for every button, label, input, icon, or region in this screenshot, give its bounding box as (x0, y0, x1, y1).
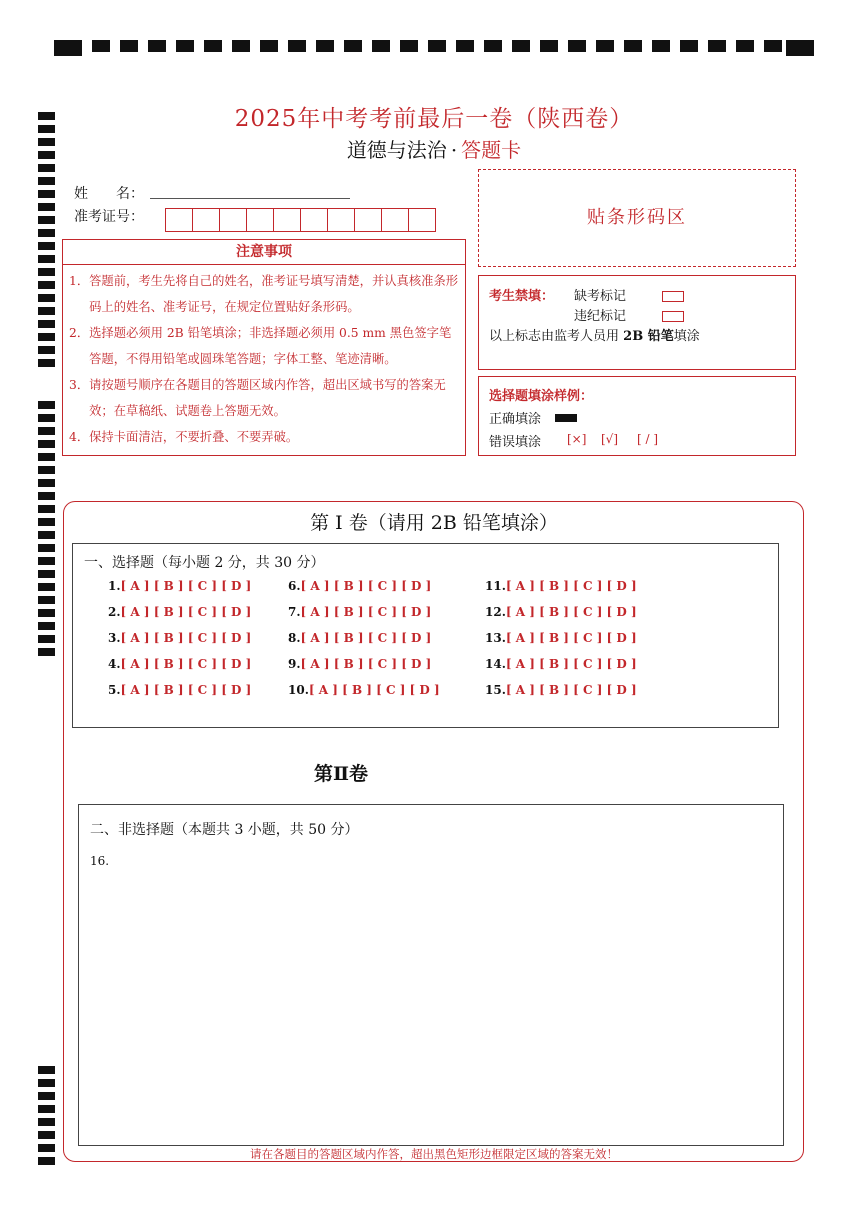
timing-mark (512, 40, 530, 52)
option-bubbles[interactable]: [ A ] [ B ] [ C ] [ D ] (300, 631, 432, 645)
exam-id-digit-box[interactable] (300, 208, 328, 232)
top-timing-marks (54, 40, 814, 56)
question-1-options[interactable] (108, 579, 251, 593)
timing-mark (624, 40, 642, 52)
timing-mark (38, 307, 55, 315)
notice-title: 注意事项 (63, 240, 465, 265)
question-number: 4. (108, 657, 121, 671)
open-answer-box[interactable] (78, 804, 784, 1146)
exam-id-digit-box[interactable] (165, 208, 193, 232)
timing-mark (38, 648, 55, 656)
volume-one-heading: 第 I 卷（请用 2B 铅笔填涂） (310, 512, 558, 534)
timing-mark (120, 40, 138, 52)
question-number: 3. (108, 631, 121, 645)
exam-id-boxes[interactable] (166, 208, 436, 232)
timing-mark (400, 40, 418, 52)
question-number: 6. (288, 579, 301, 593)
question-6-options[interactable] (288, 579, 431, 593)
question-11-options[interactable] (485, 579, 637, 593)
card-label: 答题卡 (461, 138, 522, 162)
timing-mark (38, 229, 55, 237)
timing-mark (38, 414, 55, 422)
timing-mark (708, 40, 726, 52)
question-7-options[interactable] (288, 605, 431, 619)
option-bubbles[interactable]: [ A ] [ B ] [ C ] [ D ] (300, 657, 432, 671)
exam-id-digit-box[interactable] (219, 208, 247, 232)
timing-mark (456, 40, 474, 52)
question-16-label: 16. (90, 854, 110, 868)
timing-mark (38, 609, 55, 617)
option-bubbles[interactable]: [ A ] [ B ] [ C ] [ D ] (505, 657, 637, 671)
timing-mark (38, 401, 55, 409)
footer-warning: 请在各题目的答题区域内作答，超出黑色矩形边框限定区域的答案无效！ (250, 1147, 618, 1161)
option-bubbles[interactable]: [ A ] [ B ] [ C ] [ D ] (120, 683, 252, 697)
timing-mark (38, 294, 55, 302)
timing-mark (38, 1092, 55, 1100)
question-number: 12. (485, 605, 506, 619)
violation-label: 违纪标记 (574, 309, 627, 324)
timing-mark (54, 40, 82, 56)
timing-mark (38, 479, 55, 487)
exam-id-label: 准考证号： (74, 209, 144, 225)
exam-id-digit-box[interactable] (327, 208, 355, 232)
option-bubbles[interactable]: [ A ] [ B ] [ C ] [ D ] (505, 683, 637, 697)
wrong-mark-check: [√] (601, 432, 619, 446)
timing-mark (38, 466, 55, 474)
wrong-mark-slash: [ / ] (637, 432, 659, 446)
timing-mark (38, 570, 55, 578)
timing-mark (38, 216, 55, 224)
timing-mark (38, 1079, 55, 1087)
timing-mark (316, 40, 334, 52)
question-number: 10. (288, 683, 309, 697)
question-13-options[interactable] (485, 631, 637, 645)
question-5-options[interactable] (108, 683, 251, 697)
timing-mark (372, 40, 390, 52)
exam-id-digit-box[interactable] (354, 208, 382, 232)
absent-mark-box[interactable] (662, 286, 684, 305)
timing-mark (736, 40, 754, 52)
timing-mark (260, 40, 278, 52)
option-bubbles[interactable]: [ A ] [ B ] [ C ] [ D ] (120, 579, 252, 593)
timing-mark (428, 40, 446, 52)
barcode-area: 贴条形码区 (478, 169, 796, 267)
timing-mark (38, 242, 55, 250)
exam-id-digit-box[interactable] (246, 208, 274, 232)
page-subtitle (0, 134, 868, 163)
notice-list (69, 268, 463, 450)
question-4-options[interactable] (108, 657, 251, 671)
left-timing-marks (38, 0, 56, 1227)
timing-mark (38, 583, 55, 591)
timing-mark (38, 190, 55, 198)
timing-mark (38, 1066, 55, 1074)
timing-mark (38, 492, 55, 500)
multiple-choice-heading: 一、选择题（每小题 2 分，共 30 分） (84, 555, 325, 571)
exam-id-digit-box[interactable] (381, 208, 409, 232)
question-number: 11. (485, 579, 506, 593)
timing-mark (38, 557, 55, 565)
timing-mark (38, 622, 55, 630)
timing-mark (38, 1105, 55, 1113)
question-9-options[interactable] (288, 657, 431, 671)
timing-mark (176, 40, 194, 52)
subject-name: 道德与法治 (346, 138, 447, 162)
timing-mark (540, 40, 558, 52)
wrong-mark-cross: [×] (567, 432, 587, 446)
question-number: 13. (485, 631, 506, 645)
timing-mark (764, 40, 782, 52)
timing-mark (38, 596, 55, 604)
question-number: 5. (108, 683, 121, 697)
timing-mark (38, 320, 55, 328)
correct-fill-mark (555, 414, 577, 422)
question-number: 2. (108, 605, 121, 619)
timing-mark (38, 1118, 55, 1126)
timing-mark (148, 40, 166, 52)
timing-mark (38, 164, 55, 172)
question-number: 9. (288, 657, 301, 671)
question-14-options[interactable] (485, 657, 637, 671)
timing-mark (38, 203, 55, 211)
separator-dot: · (450, 138, 458, 162)
timing-mark (38, 268, 55, 276)
timing-mark (204, 40, 222, 52)
wrong-fill-label: 错误填涂 (489, 435, 542, 450)
volume-two-heading: 第Ⅱ卷 (314, 763, 369, 785)
question-12-options[interactable] (485, 605, 637, 619)
timing-mark (568, 40, 586, 52)
timing-mark (38, 346, 55, 354)
option-bubbles[interactable]: [ A ] [ B ] [ C ] [ D ] (300, 579, 432, 593)
option-bubbles[interactable]: [ A ] [ B ] [ C ] [ D ] (505, 631, 637, 645)
timing-mark (786, 40, 814, 56)
question-2-options[interactable] (108, 605, 251, 619)
timing-mark (38, 1131, 55, 1139)
timing-mark (38, 440, 55, 448)
timing-mark (232, 40, 250, 52)
option-bubbles[interactable]: [ A ] [ B ] [ C ] [ D ] (120, 657, 252, 671)
timing-mark (38, 427, 55, 435)
question-3-options[interactable] (108, 631, 251, 645)
exam-id-digit-box[interactable] (273, 208, 301, 232)
name-label: 姓 名： (74, 186, 144, 202)
violation-mark-box[interactable] (662, 306, 684, 325)
option-bubbles[interactable]: [ A ] [ B ] [ C ] [ D ] (308, 683, 440, 697)
forbidden-fill-box (478, 275, 796, 370)
timing-mark (38, 544, 55, 552)
notice-item: 1． 答题前，考生先将自己的姓名，准考证号填写清楚，并认真核准条形码上的姓名、准考证号，在规定位置贴好条形码。 (69, 274, 459, 314)
question-number: 15. (485, 683, 506, 697)
forbid-note: 以上标志由监考人员用 2B 铅笔填涂 (489, 329, 700, 344)
question-number: 7. (288, 605, 301, 619)
timing-mark (596, 40, 614, 52)
timing-mark (38, 635, 55, 643)
forbid-label: 考生禁填： (489, 289, 555, 304)
timing-mark (38, 453, 55, 461)
timing-mark (288, 40, 306, 52)
timing-mark (652, 40, 670, 52)
option-bubbles[interactable]: [ A ] [ B ] [ C ] [ D ] (505, 579, 637, 593)
timing-mark (38, 177, 55, 185)
question-number: 14. (485, 657, 506, 671)
fill-sample-box (478, 376, 796, 456)
absent-label: 缺考标记 (574, 289, 627, 304)
notice-item: 4． 保持卡面清洁，不要折叠、不要弄破。 (69, 430, 299, 444)
timing-mark (92, 40, 110, 52)
timing-mark (680, 40, 698, 52)
correct-fill-label: 正确填涂 (489, 412, 542, 427)
notice-box (62, 239, 466, 456)
option-bubbles[interactable]: [ A ] [ B ] [ C ] [ D ] (300, 605, 432, 619)
name-field[interactable] (150, 198, 350, 199)
timing-mark (38, 281, 55, 289)
option-bubbles[interactable]: [ A ] [ B ] [ C ] [ D ] (120, 631, 252, 645)
timing-mark (38, 333, 55, 341)
open-question-heading: 二、非选择题（本题共 3 小题，共 50 分） (90, 822, 359, 838)
exam-id-digit-box[interactable] (192, 208, 220, 232)
option-bubbles[interactable]: [ A ] [ B ] [ C ] [ D ] (505, 605, 637, 619)
sample-title: 选择题填涂样例： (489, 389, 594, 404)
timing-mark (38, 359, 55, 367)
exam-id-digit-box[interactable] (408, 208, 436, 232)
option-bubbles[interactable]: [ A ] [ B ] [ C ] [ D ] (120, 605, 252, 619)
question-number: 8. (288, 631, 301, 645)
timing-mark (344, 40, 362, 52)
page-title: 2025年中考考前最后一卷（陕西卷） (234, 106, 634, 132)
question-number: 1. (108, 579, 121, 593)
question-15-options[interactable] (485, 683, 637, 697)
question-10-options[interactable] (288, 683, 440, 697)
question-8-options[interactable] (288, 631, 431, 645)
notice-item: 2． 选择题必须用 2B 铅笔填涂；非选择题必须用 0.5 mm 黑色签字笔答题，不得用铅笔或圆珠笔答题；字体工整、笔迹清晰。 (69, 326, 452, 366)
timing-mark (38, 255, 55, 263)
notice-item: 3． 请按题号顺序在各题目的答题区域内作答，超出区域书写的答案无效；在草稿纸、试题卷上答题无效。 (69, 378, 446, 418)
timing-mark (484, 40, 502, 52)
